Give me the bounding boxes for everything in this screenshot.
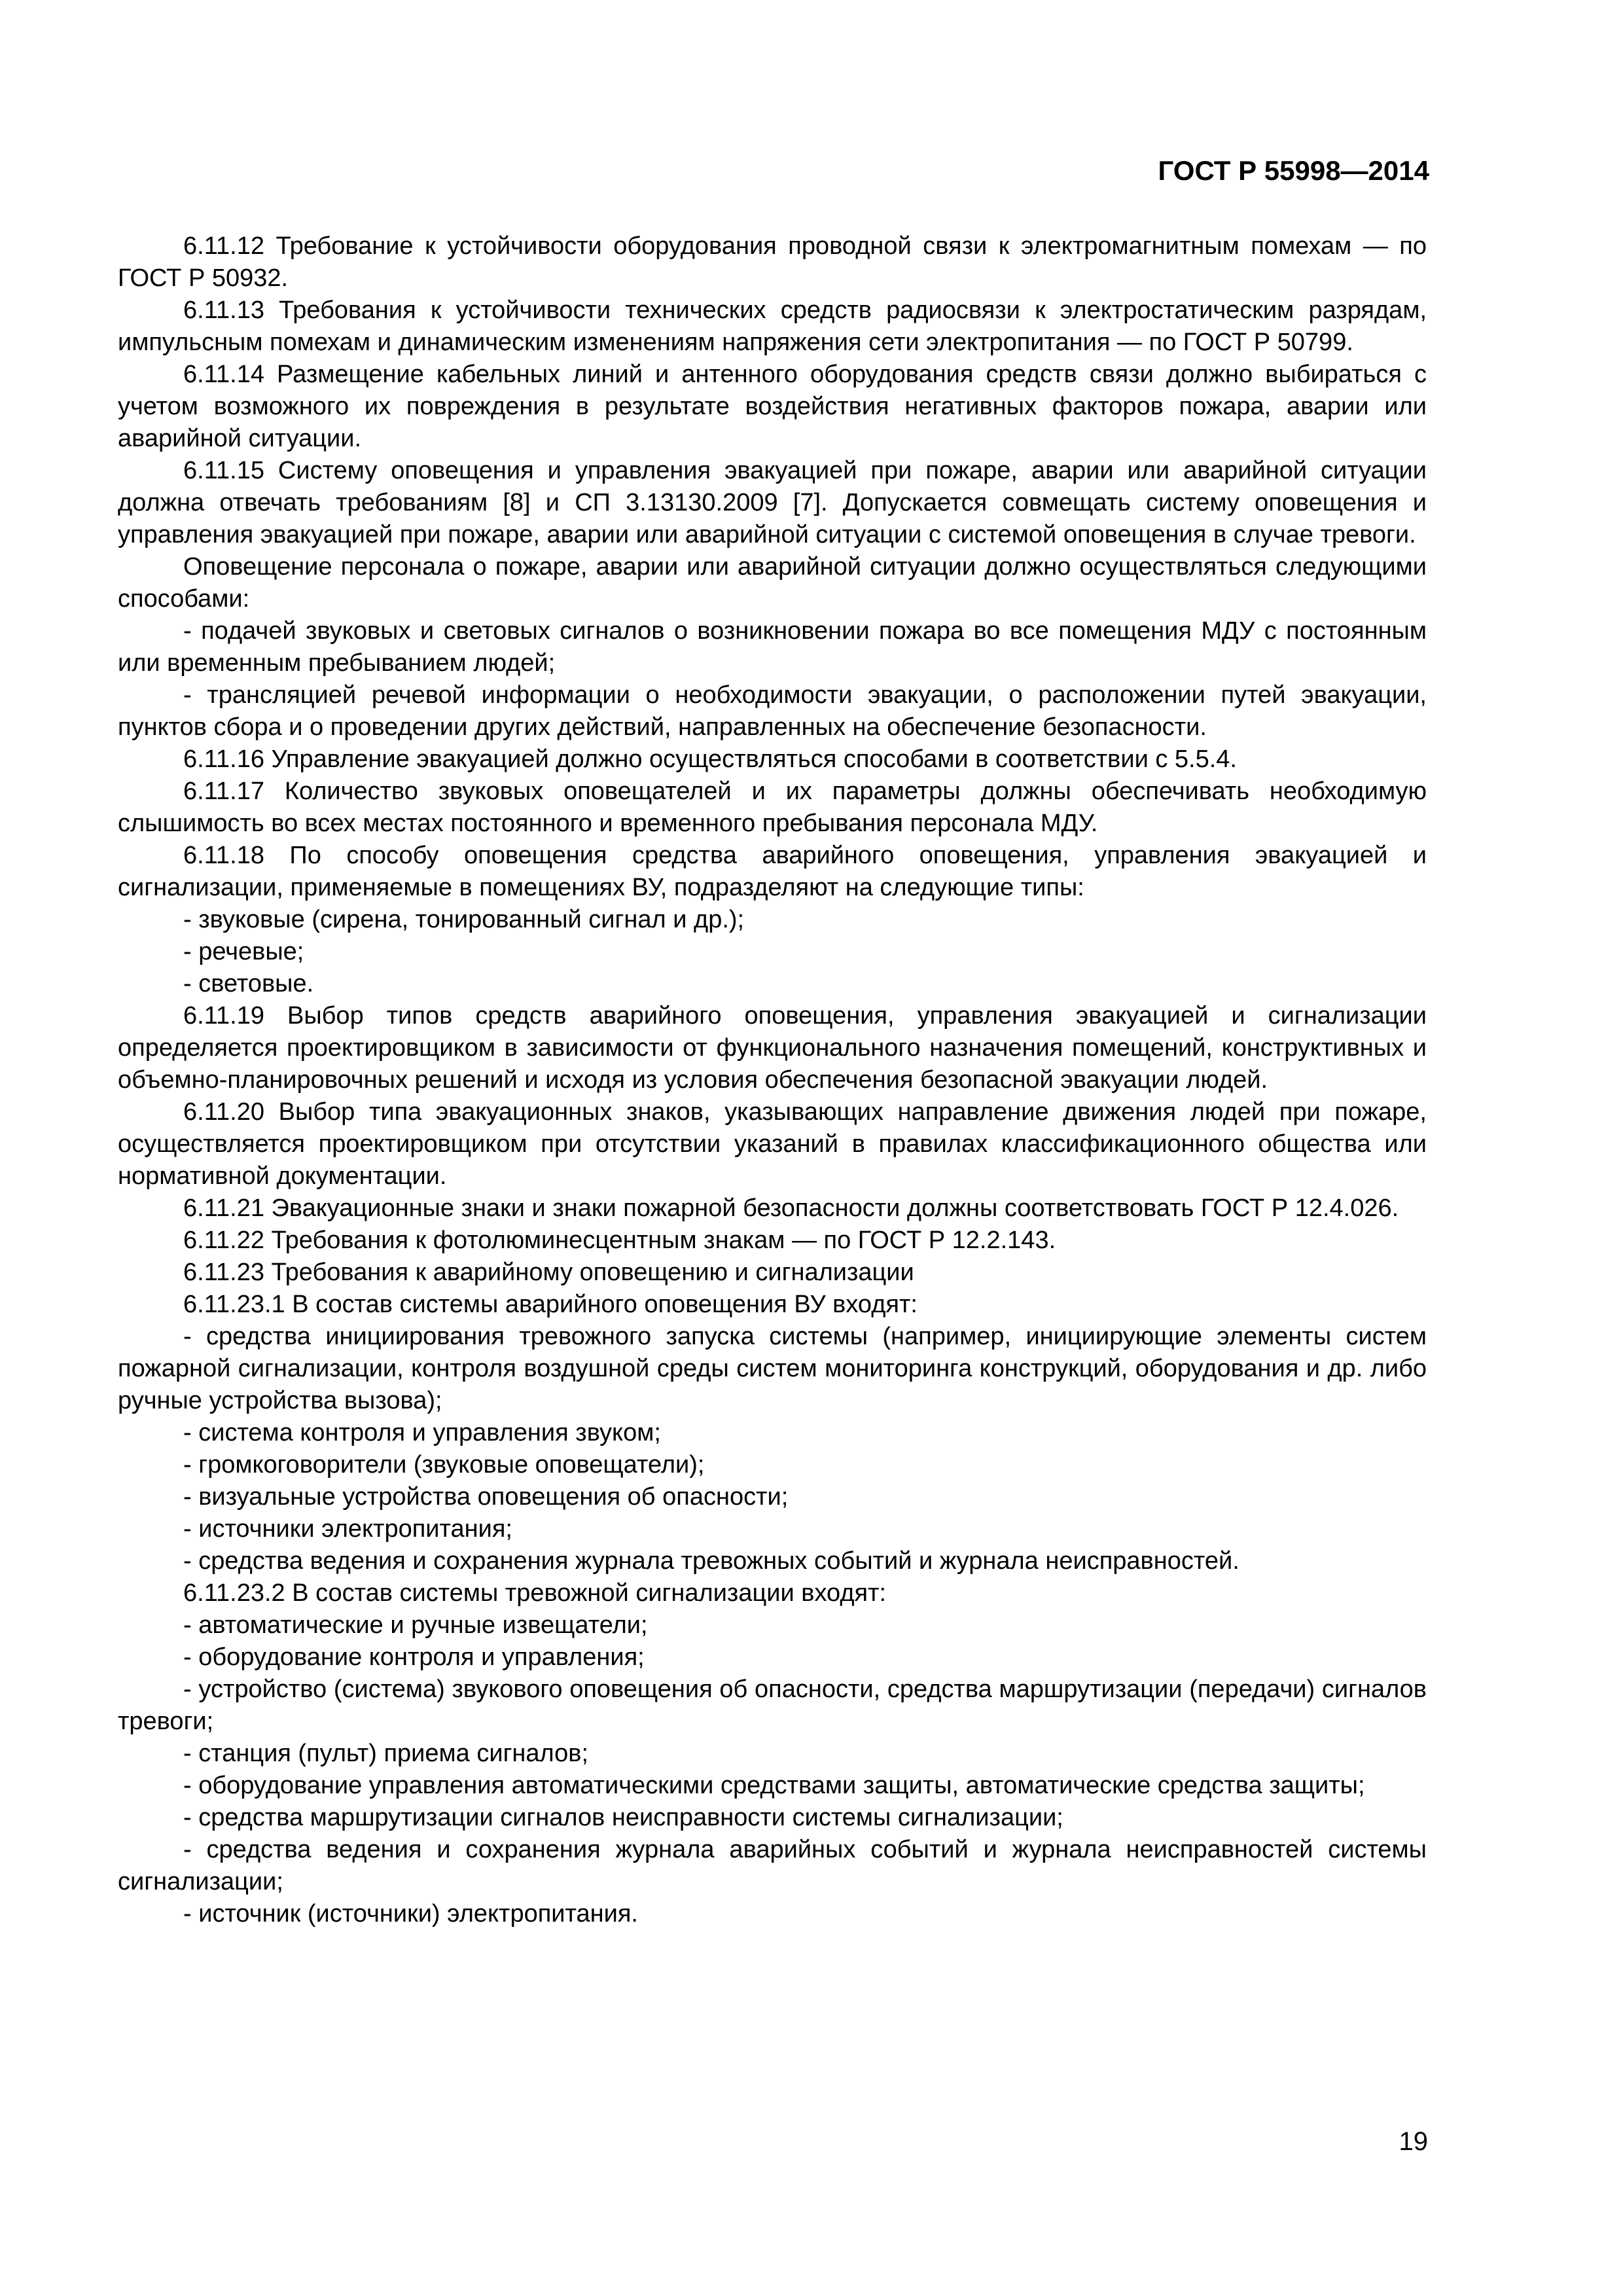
- paragraph: 6.11.17 Количество звуковых оповещателей и их параметры должны обеспечивать необходимую слышимость во всех местах постоянного и временного пребывания персонала МДУ.: [118, 778, 1427, 837]
- list-item: - средства маршрутизации сигналов неисправности системы сигнализации;: [183, 1804, 1063, 1831]
- list-item: - источник (источники) электропитания.: [183, 1900, 638, 1928]
- list-item: - речевые;: [183, 938, 304, 965]
- paragraph: 6.11.21 Эвакуационные знаки и знаки пожарной безопасности должны соответствовать ГОСТ Р 12.4.026.: [183, 1194, 1399, 1222]
- list-item: - автоматические и ручные извещатели;: [183, 1611, 648, 1639]
- paragraph: 6.11.19 Выбор типов средств аварийного оповещения, управления эвакуацией и сигнализации определяется проектировщиком в зависимости от функционального назначения помещений, конструктивных и объемно-планировочных решений и исходя из условия обеспечения безопасной эвакуации людей.: [118, 1002, 1427, 1094]
- paragraph: 6.11.16 Управление эвакуацией должно осуществляться способами в соответствии с 5.5.4.: [183, 745, 1237, 773]
- list-item: - звуковые (сирена, тонированный сигнал и др.);: [183, 906, 745, 933]
- paragraph: 6.11.22 Требования к фотолюминесцентным знакам — по ГОСТ Р 12.2.143.: [183, 1227, 1056, 1254]
- paragraph: 6.11.20 Выбор типа эвакуационных знаков, указывающих направление движения людей при пожаре, осуществляется проектировщиком при отсутствии указаний в правилах классификационного общества или нормативной документации.: [118, 1098, 1427, 1190]
- list-item: - визуальные устройства оповещения об опасности;: [183, 1483, 789, 1511]
- paragraph: 6.11.23 Требования к аварийному оповещению и сигнализации: [183, 1259, 914, 1286]
- list-item: - средства ведения и сохранения журнала тревожных событий и журнала неисправностей.: [183, 1547, 1240, 1575]
- paragraph: 6.11.18 По способу оповещения средства аварийного оповещения, управления эвакуацией и сигнализации, применяемые в помещениях ВУ, подразделяют на следующие типы:: [118, 842, 1427, 901]
- paragraph: 6.11.12 Требование к устойчивости оборудования проводной связи к электромагнитным помехам — по ГОСТ Р 50932.: [118, 232, 1427, 292]
- document-code-header: ГОСТ Р 55998—2014: [1158, 155, 1429, 186]
- paragraph: 6.11.23.2 В состав системы тревожной сигнализации входят:: [183, 1579, 887, 1607]
- paragraph: Оповещение персонала о пожаре, аварии или аварийной ситуации должно осуществляться следующими способами:: [118, 553, 1427, 613]
- list-item: - оборудование управления автоматическими средствами защиты, автоматические средства защиты;: [183, 1772, 1365, 1799]
- list-item: - громкоговорители (звуковые оповещатели);: [183, 1451, 705, 1479]
- list-item: - средства инициирования тревожного запуска системы (например, инициирующие элементы систем пожарной сигнализации, контроля воздушной среды систем мониторинга конструкций, оборудования и др. либо ручные устройства вызова);: [118, 1323, 1427, 1414]
- paragraph: 6.11.23.1 В состав системы аварийного оповещения ВУ входят:: [183, 1291, 918, 1318]
- paragraph: 6.11.13 Требования к устойчивости технических средств радиосвязи к электростатическим разрядам, импульсным помехам и динамическим изменениям напряжения сети электропитания — по ГОСТ Р 50799.: [118, 296, 1427, 356]
- list-item: - устройство (система) звукового оповещения об опасности, средства маршрутизации (передачи) сигналов тревоги;: [118, 1676, 1427, 1735]
- page-number: 19: [1399, 2127, 1428, 2156]
- paragraph: 6.11.14 Размещение кабельных линий и антенного оборудования средств связи должно выбираться с учетом возможного их повреждения в результате воздействия негативных факторов пожара, аварии или аварийной ситуации.: [118, 361, 1427, 452]
- document-body: [118, 230, 1427, 1930]
- list-item: - станция (пульт) приема сигналов;: [183, 1740, 589, 1767]
- list-item: - оборудование контроля и управления;: [183, 1643, 645, 1671]
- list-item: - источники электропитания;: [183, 1515, 512, 1543]
- list-item: - средства ведения и сохранения журнала аварийных событий и журнала неисправностей системы сигнализации;: [118, 1836, 1427, 1895]
- list-item: - подачей звуковых и световых сигналов о возникновении пожара во все помещения МДУ с постоянным или временным пребыванием людей;: [118, 617, 1427, 677]
- list-item: - световые.: [183, 970, 314, 997]
- list-item: - система контроля и управления звуком;: [183, 1419, 661, 1446]
- list-item: - трансляцией речевой информации о необходимости эвакуации, о расположении путей эвакуации, пунктов сбора и о проведении других действий, направленных на обеспечение безопасности.: [118, 681, 1427, 741]
- paragraph: 6.11.15 Систему оповещения и управления эвакуацией при пожаре, аварии или аварийной ситуации должна отвечать требованиям [8] и СП 3.13130.2009 [7]. Допускается совмещать систему оповещения и управления эвакуацией при пожаре, аварии или аварийной ситуации с системой оповещения в случае тревоги.: [118, 457, 1427, 548]
